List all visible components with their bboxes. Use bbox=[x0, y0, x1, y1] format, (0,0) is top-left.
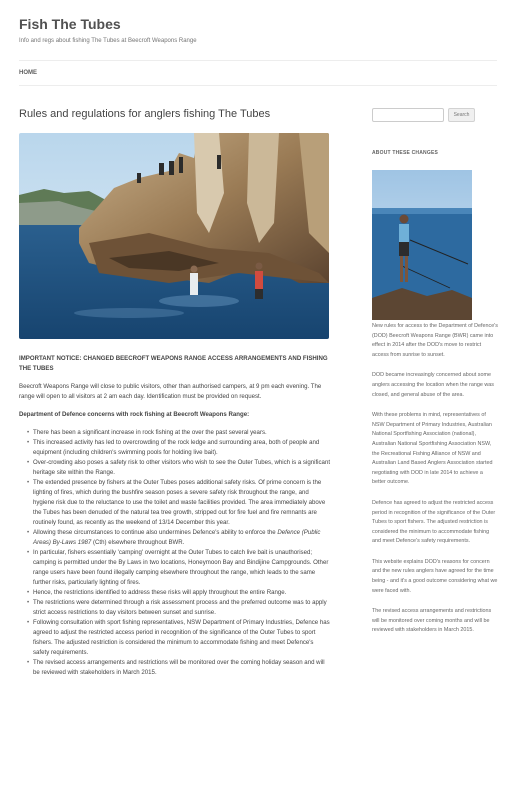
search-button[interactable]: Search bbox=[448, 108, 475, 122]
list-item: • There has been a significant increase in rock fishing at the over the past several years. bbox=[33, 428, 331, 438]
site-header bbox=[19, 14, 497, 44]
list-item: • Hence, the restrictions identified to address these risks will apply throughout the entire Range. bbox=[33, 588, 331, 598]
intro-paragraph: Beecroft Weapons Range will close to public visitors, other than authorised campers, at 9 pm each evening. The range will open to all visitors at 2 am each day. Identification must be provided on request. bbox=[19, 383, 322, 400]
bylaws-title: Defence (Public Areas) By-Laws 1987 bbox=[33, 529, 321, 546]
list-item: • The extended presence by fishers at the Outer Tubes poses additional safety risks. Of prime concern is the lighting of fires, which during the bushfire season poses a severe safety risk throughout the range, and hygiene risk due to the reluctance to use the toilet and waste facilities provided. The area immediately above the Tubes has been denuded of the natural tea tree growth, stripped out for fire fuel and fire remnants are routinely found, as recently as the weekend of 13/14 December this year. bbox=[33, 478, 331, 528]
nav-item-home[interactable]: HOME bbox=[19, 70, 37, 76]
site-title[interactable]: Fish The Tubes bbox=[19, 16, 121, 32]
list-item-text: Allowing these circumstances to continue also undermines Defence's ability to enforce the bbox=[33, 529, 278, 536]
list-item: • Following consultation with sport fishing representatives, NSW Department of Primary Industries, Defence has agreed to adjust the restricted access period in recognition of the significance of the Outer Tubes to sport fishers. The adjusted restriction is considered the minimum to accommodate fishing and meet Defence's safety requirements. bbox=[33, 618, 331, 658]
list-item bbox=[33, 528, 331, 548]
sidebar-paragraph: The revised access arrangements and restrictions will be monitored over coming months and will be reviewed with stakeholders in March 2015. bbox=[372, 608, 492, 634]
list-item: • In particular, fishers essentially 'camping' overnight at the Outer Tubes to catch live bait is unauthorised; camping is permitted under the By Laws in two locations, Honeymoon Bay and Bindijine Campgrounds. Other range users have been found illegally camping elsewhere throughout the range, which leads to the same further risks, particularly lighting of fires. bbox=[33, 548, 331, 588]
sidebar-paragraph: DOD became increasingly concerned about some anglers accessing the location when the range was closed, and general abuse of the area. bbox=[372, 372, 494, 398]
widget-title: ABOUT THESE CHANGES bbox=[372, 150, 439, 156]
sidebar-paragraph: New rules for access to the Department of Defence's (DOD) Beecroft Weapons Range (BWR) came into effect in 2014 after the DOD's move to restrict access from sunrise to sunset. bbox=[372, 323, 498, 358]
notice-heading: IMPORTANT NOTICE: CHANGED BEECROFT WEAPONS RANGE ACCESS ARRANGEMENTS AND FISHING THE TUBES bbox=[19, 355, 328, 372]
concerns-list bbox=[19, 428, 331, 678]
entry-content bbox=[19, 354, 331, 678]
list-item-text: (Cth) elsewhere throughout BWR. bbox=[91, 539, 185, 546]
search-input[interactable] bbox=[372, 108, 444, 122]
about-changes-text bbox=[372, 322, 498, 636]
sidebar-paragraph: Defence has agreed to adjust the restricted access period in recognition of the significance of the Outer Tubes to sport fishers. The adjusted restriction is considered the minimum to accommodate fishing and meet Defence's safety requirements. bbox=[372, 499, 496, 545]
entry-title[interactable]: Rules and regulations for anglers fishing The Tubes bbox=[19, 108, 271, 120]
list-item: • This increased activity has led to overcrowding of the rock ledge and surrounding area, both of people and equipment (including children's swimming pools for holding live bait). bbox=[33, 438, 331, 458]
rock-fishing-photo bbox=[19, 133, 329, 339]
list-item: • The revised access arrangements and restrictions will be monitored over the coming holiday season and will be reviewed with stakeholders in March 2015. bbox=[33, 658, 331, 678]
sidebar bbox=[372, 108, 498, 647]
list-item: • Over-crowding also poses a safety risk to other visitors who wish to see the Outer Tubes, which is a significant heritage site within the Range. bbox=[33, 458, 331, 478]
site-description: Info and regs about fishing The Tubes at Beecroft Weapons Range bbox=[19, 38, 197, 44]
list-item: • The restrictions were determined through a risk assessment process and the preferred outcome was to apply strict access restrictions to day visitors between sunset and sunrise. bbox=[33, 598, 331, 618]
sidebar-paragraph: With these problems in mind, representatives of NSW Department of Primary Industries, Australian National Sportfishing Association (national), Australian National Sportfishing Association NSW, the Recreational Fishing Alliance of NSW and Australian Land Based Anglers Association started negotiating with DOD in late 2014 to achieve a better outcome. bbox=[372, 412, 493, 486]
concerns-heading: Department of Defence concerns with rock fishing at Beecroft Weapons Range: bbox=[19, 411, 250, 418]
main-navigation bbox=[19, 60, 497, 86]
sidebar-paragraph: This website explains DOD's reasons for concern and the new rules anglers have agreed for the time being - and it's a good outcome considering what we were faced with. bbox=[372, 558, 498, 594]
search-form bbox=[372, 108, 498, 122]
angler-photo bbox=[372, 170, 472, 320]
